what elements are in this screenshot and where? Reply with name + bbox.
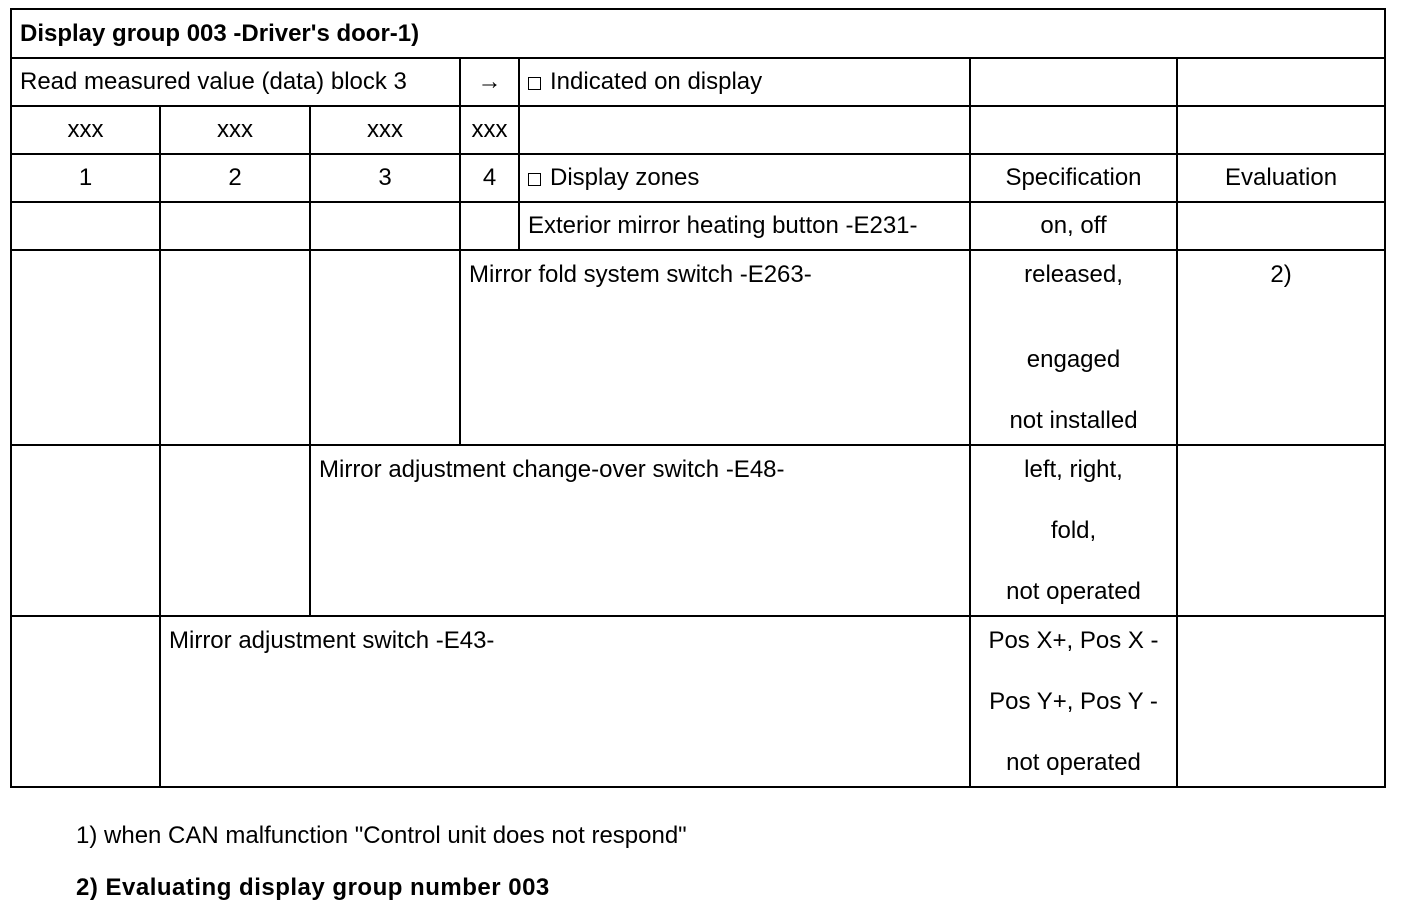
read-block-label: Read measured value (data) block 3 <box>11 58 460 106</box>
empty-cell <box>11 616 160 787</box>
spec-line: left, right, <box>1024 456 1123 483</box>
empty-cell <box>519 106 970 154</box>
table-row <box>11 445 1385 616</box>
row-evaluation <box>1177 445 1385 616</box>
empty-cell <box>460 202 519 250</box>
row-evaluation <box>1177 202 1385 250</box>
field-number-4: 4 <box>460 154 519 202</box>
spec-line: released, <box>1024 261 1123 288</box>
field-number-1: 1 <box>11 154 160 202</box>
row-specification: on, off <box>970 202 1177 250</box>
empty-cell <box>1177 106 1385 154</box>
xxx-row <box>11 106 1385 154</box>
spec-line: not operated <box>1006 749 1141 776</box>
footnote-1: 1) when CAN malfunction "Control unit does not respond" <box>76 822 687 849</box>
row-specification <box>970 616 1177 787</box>
footnotes <box>76 818 687 922</box>
field-number-3: 3 <box>310 154 460 202</box>
display-group-table <box>10 8 1386 788</box>
empty-cell <box>160 250 310 445</box>
row-description: Mirror adjustment change-over switch -E48- <box>310 445 970 616</box>
empty-cell <box>11 202 160 250</box>
empty-cell <box>160 445 310 616</box>
row-description: Mirror adjustment switch -E43- <box>160 616 970 787</box>
spec-line: Pos Y+, Pos Y - <box>989 688 1158 715</box>
spec-line: Pos X+, Pos X - <box>988 627 1159 654</box>
indicated-on-display-label: Indicated on display <box>550 68 763 95</box>
field-number-2: 2 <box>160 154 310 202</box>
empty-cell <box>970 58 1177 106</box>
read-block-row <box>11 58 1385 106</box>
field-number-row <box>11 154 1385 202</box>
checkbox-square-icon <box>528 173 541 186</box>
display-zones-cell <box>519 154 970 202</box>
spec-line: not operated <box>1006 578 1141 605</box>
empty-cell <box>160 202 310 250</box>
empty-cell <box>11 445 160 616</box>
field-value-3: xxx <box>310 106 460 154</box>
spec-line: engaged <box>1026 346 1121 373</box>
row-evaluation: 2) <box>1177 250 1385 445</box>
empty-cell <box>1177 58 1385 106</box>
evaluation-header: Evaluation <box>1177 154 1385 202</box>
empty-cell <box>310 250 460 445</box>
table-title: Display group 003 -Driver's door-1) <box>11 9 1385 58</box>
row-description: Mirror fold system switch -E263- <box>460 250 970 445</box>
empty-cell <box>11 250 160 445</box>
checkbox-square-icon <box>528 77 541 90</box>
field-value-4: xxx <box>460 106 519 154</box>
empty-cell <box>970 106 1177 154</box>
table-row <box>11 250 1385 445</box>
spec-line: fold, <box>1050 517 1097 544</box>
indicated-on-display-cell <box>519 58 970 106</box>
footnote-2: 2) Evaluating display group number 003 <box>76 874 550 901</box>
row-specification <box>970 445 1177 616</box>
field-value-1: xxx <box>11 106 160 154</box>
row-evaluation <box>1177 616 1385 787</box>
row-description: Exterior mirror heating button -E231- <box>519 202 970 250</box>
arrow-right-icon: → <box>460 58 519 106</box>
row-specification <box>970 250 1177 445</box>
display-zones-label: Display zones <box>550 164 700 191</box>
field-value-2: xxx <box>160 106 310 154</box>
spec-line: not installed <box>1009 407 1138 434</box>
table-row <box>11 202 1385 250</box>
title-row <box>11 9 1385 58</box>
empty-cell <box>310 202 460 250</box>
specification-header: Specification <box>970 154 1177 202</box>
table-row <box>11 616 1385 787</box>
